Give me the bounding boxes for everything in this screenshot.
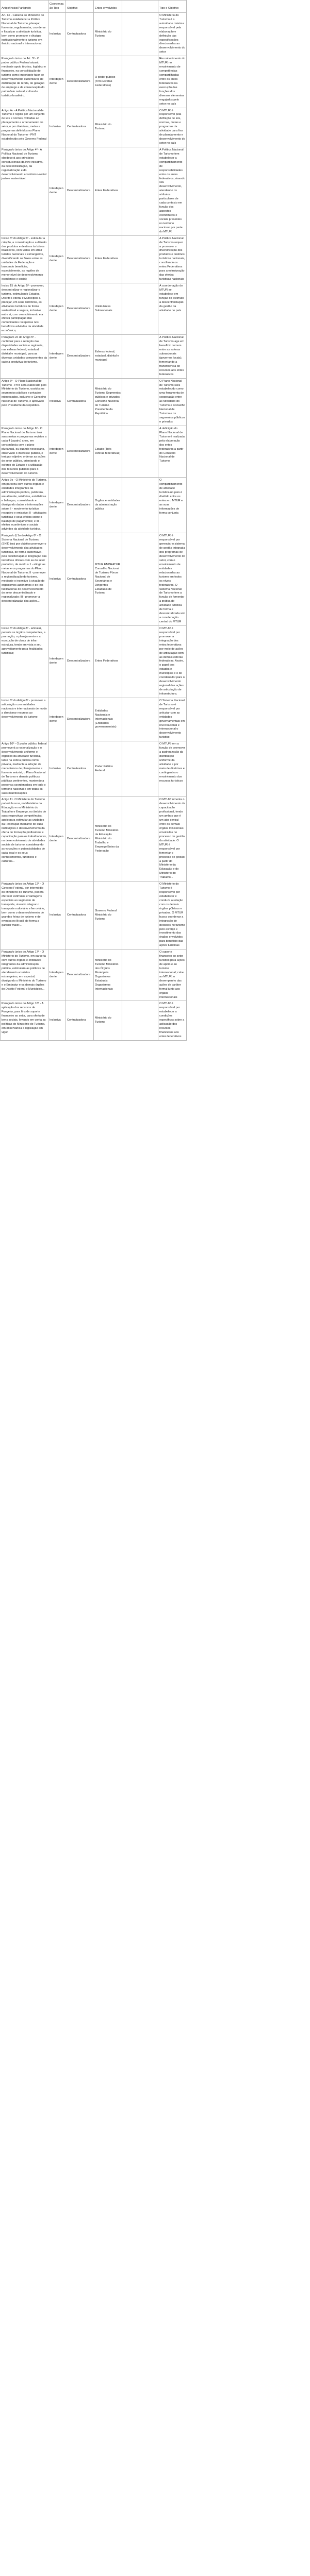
cell-entes: Ministério do Turismo [94, 1001, 122, 1040]
cell-objetivo: Descentralizadora [66, 283, 94, 334]
table-row [1, 283, 310, 334]
cell-spacer [122, 108, 158, 147]
cell-entes: MTUR EMBRATUR Conselho Nacional de Turismo Fórum Nacional de Secretários e Dirigentes Estaduais de Turismo [94, 533, 122, 626]
cell-artigo: Artigo 11. O Ministério do Turismo poderá buscar, no Ministério da Educação e no Ministério do Trabalho e Emprego, no âmbito de suas respectivas competências, apoio para estimular as unidades da Federação mediante de suas instituições o desenvolvimento da oferta de formação profissional e capacitação para os trabalhadores, no desenvolvimento de atividades sociais de turismo, considerando as vocações e potencialidades de cada local e os seus conhecimentos, turísticos e culturais... [1, 797, 48, 882]
cell-artigo: Parágrafo único do Artigo 17º - O Ministério do Turismo, em parceria com outros órgãos e entidades integrantes da administração pública, estimulará as políticas de atendimento a turistas estrangeiros, em especial, divulgando o Ministério do Turismo e o Embratur e os demais órgãos do Distrito Federal e Municípios... [1, 950, 48, 1001]
cell-spacer [122, 797, 158, 882]
row-filler [187, 147, 310, 235]
cell-entes: Ministério do Turismo Segmentos públicos e privados Conselho Nacional de Turismo Presidente da República [94, 378, 122, 426]
header-row [1, 1, 310, 13]
table-row [1, 235, 310, 283]
row-filler [187, 335, 310, 378]
cell-tipo: Inclusiva [48, 12, 66, 56]
header-filler [187, 1, 310, 13]
cell-tipo-objetivo: O Ministério do Turismo é a autoridade máxima responsável pela elaboração e definição das especificações direcionadas ao desenvolvimento do setor [158, 12, 187, 56]
row-filler [187, 478, 310, 533]
table-row [1, 147, 310, 235]
header-artigo: Artigo/Inciso/Parágrafo [1, 1, 48, 13]
cell-entes: Entes Federativos [94, 147, 122, 235]
cell-artigo: Parágrafo único do Art. 3º - O poder público Federal atuará, mediante apoio técnico, logístico e financeiro, na consolidação do turismo como importante fator de desenvolvimento sustentável, de distribuição de renda, de geração de emprego e da conservação do patrimônio natural, cultural e turístico brasileiro. [1, 56, 48, 108]
row-filler [187, 797, 310, 882]
table-row [1, 882, 310, 950]
cell-artigo: Inciso 5º do Artigo 5º - estimular a criação, a consolidação e a difusão dos produtos e destinos turísticos brasileiros, com vistas em atrair turistas nacionais e estrangeiros, diversificando os fluxos entre as unidades da Federação e buscando beneficiar, especialmente, as regiões de menor nível de desenvolvimento econômico e social; [1, 235, 48, 283]
cell-tipo-objetivo: O Sistema Nacional de Turismo é responsável por articular com as entidades governamentais em nível nacional e internacional o desenvolvimento turístico [158, 698, 187, 741]
cell-tipo-objetivo: O MTUR é responsável por estabelecer a condições específicas sobre a aplicação dos recursos financeiros aos entes federativos [158, 1001, 187, 1040]
table-row [1, 625, 310, 698]
cell-objetivo: Descentralizadora [66, 950, 94, 1001]
cell-spacer [122, 1001, 158, 1040]
cell-entes: Governo Federal Ministério do Turismo [94, 882, 122, 950]
cell-tipo: Interdependente [48, 335, 66, 378]
cell-objetivo: Centralizadora [66, 533, 94, 626]
header-tipo-objetivo: Tipo e Objetivo [158, 1, 187, 13]
cell-entes: Ministério do Turismo [94, 12, 122, 56]
cell-artigo: Inciso 6º do Artigo 8º - promover a articulação com entidades nacionais e internacionais de modo a direcionar recursos ao desenvolvimento do turismo [1, 698, 48, 741]
cell-entes: Estado (Três esferas federativas) [94, 426, 122, 477]
cell-tipo-objetivo: O MTUR é responsável pela definição de leis, normas, metas e programas da atividade para fins de planejamento e desenvolvimento do setor no país [158, 108, 187, 147]
row-filler [187, 283, 310, 334]
cell-tipo: Inclusiva [48, 378, 66, 426]
cell-tipo: Inclusiva [48, 741, 66, 797]
cell-entes: Ministério do Turismo Ministério dos Órgãos Municipais Organismos Estaduais Organismos Internacionais [94, 950, 122, 1001]
cell-tipo: Interdependente [48, 235, 66, 283]
table-row [1, 378, 310, 426]
cell-objetivo: Descentralizadora [66, 478, 94, 533]
cell-objetivo: Descentralizadora [66, 56, 94, 108]
table-row [1, 1001, 310, 1040]
cell-tipo-objetivo: O Plano Nacional de Turismo será estabelecido como uma ferramenta de cooperação entre as Ministério do Turismo e Conselho Nacional de Turismo e os segmentos públicos e privados [158, 378, 187, 426]
cell-objetivo: Centralizadora [66, 1001, 94, 1040]
table-row [1, 108, 310, 147]
table-row [1, 741, 310, 797]
header-objetivo: Objetivo [66, 1, 94, 13]
row-filler [187, 56, 310, 108]
table-row [1, 426, 310, 477]
cell-tipo: Inclusiva [48, 533, 66, 626]
cell-artigo: Art. 1o - Cabe/rá ao Ministério do Turismo estabelecer a Política Nacional de Turismo, planejar, fomentar, regulamentar, coordenar e fiscalizar a atividade turística, bem como promover e divulgar institucionalmente o turismo em âmbito nacional e internacional. [1, 12, 48, 56]
cell-artigo: Parágrafo único do Artigo 4º - A Política Nacional de Turismo obedecerá aos princípios constitucionais da livre iniciativa, da descentralização, da regionalização e do desenvolvimento econômico-social justo e sustentável. [1, 147, 48, 235]
row-filler [187, 533, 310, 626]
cell-tipo: Interdependente [48, 797, 66, 882]
row-filler [187, 741, 310, 797]
cell-tipo: Interdependente [48, 283, 66, 334]
cell-artigo: Parágrafo 2o do Artigo 5º - contribuir para a redução das disparidades sociais e regionais, nas esferas federal, estadual, distrital e municipal, para as diversas unidades componentes da cadeia produtiva do turismo. [1, 335, 48, 378]
cell-tipo: Interdependente [48, 478, 66, 533]
cell-tipo: Inclusiva [48, 1001, 66, 1040]
row-filler [187, 1001, 310, 1040]
cell-spacer [122, 235, 158, 283]
cell-artigo: Parágrafo único do Artigo 12º - O Governo Federal, por intermédio do Ministério do Turismo, poderá oferecer estímulos e vantagens especiais ao segmento de transporte, visando integrar o transporte rodoviário e ferroviário, bem como o desenvolvimento de grandes feiras de turismo e de eventos no Brasil, de forma a garantir maior... [1, 882, 48, 950]
cell-spacer [122, 56, 158, 108]
cell-objetivo: Descentralizadora [66, 335, 94, 378]
cell-entes: Entes Federativos [94, 235, 122, 283]
cell-tipo: Interdependente [48, 698, 66, 741]
cell-spacer [122, 378, 158, 426]
cell-tipo-objetivo: O compartilhamento de atividade turística no país é dividido entre os entes e o MTUR e as suas informações de forma conjunta [158, 478, 187, 533]
row-filler [187, 950, 310, 1001]
cell-objetivo: Centralizadora [66, 741, 94, 797]
table-row [1, 478, 310, 533]
cell-tipo-objetivo: O MTUR tem a função de promover a padronização da distribuição uniforme da atividade e por meio de diretrizes e contingentes o envolvimento dos recursos turísticos [158, 741, 187, 797]
cell-tipo: Inclusiva [48, 882, 66, 950]
table-row [1, 56, 310, 108]
header-tipo: Coordenação Tipo [48, 1, 66, 13]
cell-tipo: Inclusiva [48, 108, 66, 147]
cell-objetivo: Descentralizadora [66, 235, 94, 283]
cell-tipo-objetivo: A definição do Plano Nacional de Turismo é realizada pela elaboração dos entes federativos a partir do Conselho Nacional de Turismo [158, 426, 187, 477]
cell-objetivo: Descentralizadora [66, 797, 94, 882]
cell-tipo-objetivo: O Ministério do Turismo é responsável por estabelecer e conduzir a relação com os demais órgãos públicos e privados. O MTUR busca coordenar a integração de decisões no turismo pelo esforço e investimento dos órgãos envolvidos para benefício das ações turísticas [158, 882, 187, 950]
cell-tipo: Interdependente [48, 950, 66, 1001]
cell-entes: Poder Público Federal [94, 741, 122, 797]
table-row [1, 698, 310, 741]
table-row [1, 12, 310, 56]
cell-entes: Ministério do Turismo [94, 108, 122, 147]
cell-tipo-objetivo: A Política Nacional de Turismo tem estabelecer a compartilhamento de responsabilidades entre os entes federativos, visando seu desenvolvimento, atendendo os atributos particulares de cada contexto em função dos aspectos econômicos e sociais presentes no território nacional por parte do MTUR. [158, 147, 187, 235]
cell-objetivo: Descentralizadora [66, 698, 94, 741]
cell-artigo: Artigo 7o - O Ministério do Turismo, em parceria com outros órgãos e entidades integrantes da administração pública, publicará, anualmente, relatórios, estatísticas e balanços, consolidando e divulgando dados e informações sobre: I - movimento turístico receptivo e emissivo; II - atividades turísticas e seus efeitos sobre o balanço de pagamentos; e III - efeitos econômicos e sociais advindos da atividade turística. [1, 478, 48, 533]
cell-objetivo: Descentralizadora [66, 147, 94, 235]
cell-entes: Esferas federal, estadual, distrital e municipal [94, 335, 122, 378]
cell-tipo: Interdependente [48, 426, 66, 477]
cell-spacer [122, 698, 158, 741]
cell-artigo: Parágrafo § 1o do Artigo 8º - O Sistema Nacional de Turismo (SNT) terá por objetivo promover o desenvolvimento das atividades turísticas, de forma sustentável, pela coordenação e integração das iniciativas oficiais com as do setor produtivo, de modo a: I - atingir as metas e os programas do Plano Nacional de Turismo; II - promover a regionalização do turismo, mediante o incentivo à criação de organismos autônomos e de leis facilitadoras do desenvolvimento do setor descentralizado e regionalizado; III - promover a descentralização das ações... [1, 533, 48, 626]
cell-tipo-objetivo: Reconhecimento do MTUR no envolvimento de competências compartilhadas entre os entes federativos na execução das funções dos diversos elementos engajados pelo setor no país [158, 56, 187, 108]
cell-objetivo: Descentralizadora [66, 426, 94, 477]
cell-spacer [122, 335, 158, 378]
cell-spacer [122, 882, 158, 950]
cell-tipo: Interdependente [48, 147, 66, 235]
cell-artigo: Artigo 10º - O poder público federal promoverá a racionalização e o desenvolvimento uniforme e orgânico da atividade turística, tanto na esfera pública como privada, mediante a adoção de mecanismos de planejamento e fomento setorial; o Plano Nacional de Turismo e demais políticas públicas pertinentes, mantendo a presença coordenadora em todo o território nacional e em todas as suas manifestações [1, 741, 48, 797]
cell-entes: União Entes Subnacionais [94, 283, 122, 334]
cell-spacer [122, 950, 158, 1001]
row-filler [187, 378, 310, 426]
table-row [1, 335, 310, 378]
cell-spacer [122, 625, 158, 698]
row-filler [187, 12, 310, 56]
header-entes: Entes envolvidos [94, 1, 122, 13]
header-spacer [122, 1, 158, 13]
cell-tipo-objetivo: O MTUR é responsável por promover a integração dos entes federativos por meio de ações de articulação com as demais esferas federativas. Assim, o papel dos estados e municípios é o de coordenador para o desenvolvimento regional das ações de articulação de infraestrutura. [158, 625, 187, 698]
cell-spacer [122, 283, 158, 334]
cell-tipo-objetivo: O MTUR é responsável por gerenciar o sistema de gestão integrada dos programas de desenvolvimento do setor, com o envolvimento de entidades relacionadas ao turismo em todos os níveis federativos. O Sistema Nacional de Turismo tem a função de fomentar a prática de atividade turística de forma e descentralizada sob a coordenação central do MTUR [158, 533, 187, 626]
cell-objetivo: Centralizadora [66, 378, 94, 426]
cell-tipo-objetivo: A Política Nacional de Turismo age em benefício comum entre as esferas subnacionais (governos locais), fomentando a transferência de recursos aos entes federativos [158, 335, 187, 378]
cell-entes: Entidades Nacionais e Internacionais (Entidades governamentais) [94, 698, 122, 741]
table-body [1, 12, 310, 1040]
cell-tipo-objetivo: O MTUR fomenta o desenvolvimento da capacitação profissional, tendo um ambos que é um ator central entre os demais órgãos ministeriais envolvidos no processo de gestão da atividade. O MTUR é responsável por fomentar o processo de gestão a partir do Ministério da Educação e do Ministério do Trabalho... [158, 797, 187, 882]
cell-spacer [122, 426, 158, 477]
cell-spacer [122, 478, 158, 533]
cell-objetivo: Centralizadora [66, 108, 94, 147]
table-row [1, 950, 310, 1001]
cell-spacer [122, 741, 158, 797]
row-filler [187, 235, 310, 283]
cell-artigo: Artigo 6º - O Plano Nacional de Turismo - PNT será elaborado pelo Ministério do Turismo, ouvidos os segmentos públicos e privados interessados, inclusive o Conselho Nacional de Turismo, e aprovado pelo Presidente da República. [1, 378, 48, 426]
cell-tipo-objetivo: A Política Nacional de Turismo requer a promover a diversificação dos produtos e destinos turísticos nacionais, conciliando os entes Federativos para a estruturação das ofertas turísticas nacionais [158, 235, 187, 283]
cell-entes: Entes Federativos [94, 625, 122, 698]
cell-tipo-objetivo: O suporte financeiro ao setor turístico para ações de apoio e ao turismo internacional; cabe ao MTUR, o desempenho das ações de caráter formal junto aos órgãos internacionais [158, 950, 187, 1001]
cell-spacer [122, 147, 158, 235]
cell-tipo: Interdependente [48, 56, 66, 108]
cell-tipo-objetivo: A coordenação do MTUR se estabelece em função do estímulo à descentralização da gestão da atividade no país [158, 283, 187, 334]
cell-artigo: Artigo 4o - A Política Nacional de Turismo é regida por um conjunto de leis e normas, voltadas ao planejamento e ordenamento do setor, e por diretrizes, metas e programas definidos no Plano Nacional do Turismo - PNT estabelecido pelo Governo Federal [1, 108, 48, 147]
cell-artigo: Parágrafo único do Artigo 18º - A aplicação dos recursos de Fungetur, para fins de suporte financeiro ao setor, para oferta de bens sociais, levando em conta as políticas do Ministério do Turismo, em observância à legislação em vigor. [1, 1001, 48, 1040]
cell-artigo: Inciso 15 do Artigo 5º - promover, descentralizar e regionalizar o turismo, estimulando Estados, Distrito Federal e Municípios a planejar, em seus territórios, as atividades turísticas de forma sustentável e segura, inclusive entre si, com o envolvimento e a efetiva participação das comunidades receptoras nos benefícios advindos da atividade econômica; [1, 283, 48, 334]
table-row [1, 797, 310, 882]
row-filler [187, 426, 310, 477]
cell-artigo: Inciso 5º do Artigo 8º - articular, perante os órgãos competentes, a promoção, o planejamento e a execução de obras de infra-estrutura, tendo em vista o seu aproveitamento para finalidades turísticas; [1, 625, 48, 698]
cell-entes: Ministério do Turismo Ministério da Educação Ministério do Trabalho e Emprego Entes da Federação [94, 797, 122, 882]
cell-tipo: Interdependente [48, 625, 66, 698]
policy-table [0, 0, 310, 1041]
cell-objetivo: Descentralizadora [66, 625, 94, 698]
row-filler [187, 882, 310, 950]
row-filler [187, 625, 310, 698]
table-row [1, 533, 310, 626]
cell-artigo: Parágrafo único do Artigo 6º - O Plano Nacional de Turismo terá suas metas e programas revistos a cada 4 (quatro) anos, em consonância com o plano plurianual, ou quando necessário, observado o interesse público, e terá por objetivo ordenar as ações do setor público, orientando o esforço do Estado e a utilização dos recursos públicos para o desenvolvimento do turismo. [1, 426, 48, 477]
cell-objetivo: Centralizadora [66, 882, 94, 950]
cell-spacer [122, 533, 158, 626]
cell-spacer [122, 12, 158, 56]
row-filler [187, 108, 310, 147]
cell-entes: O poder público (Três Esferas Federativas) [94, 56, 122, 108]
cell-entes: Órgãos e entidades da administração pública [94, 478, 122, 533]
cell-objetivo: Centralizadora [66, 12, 94, 56]
row-filler [187, 698, 310, 741]
